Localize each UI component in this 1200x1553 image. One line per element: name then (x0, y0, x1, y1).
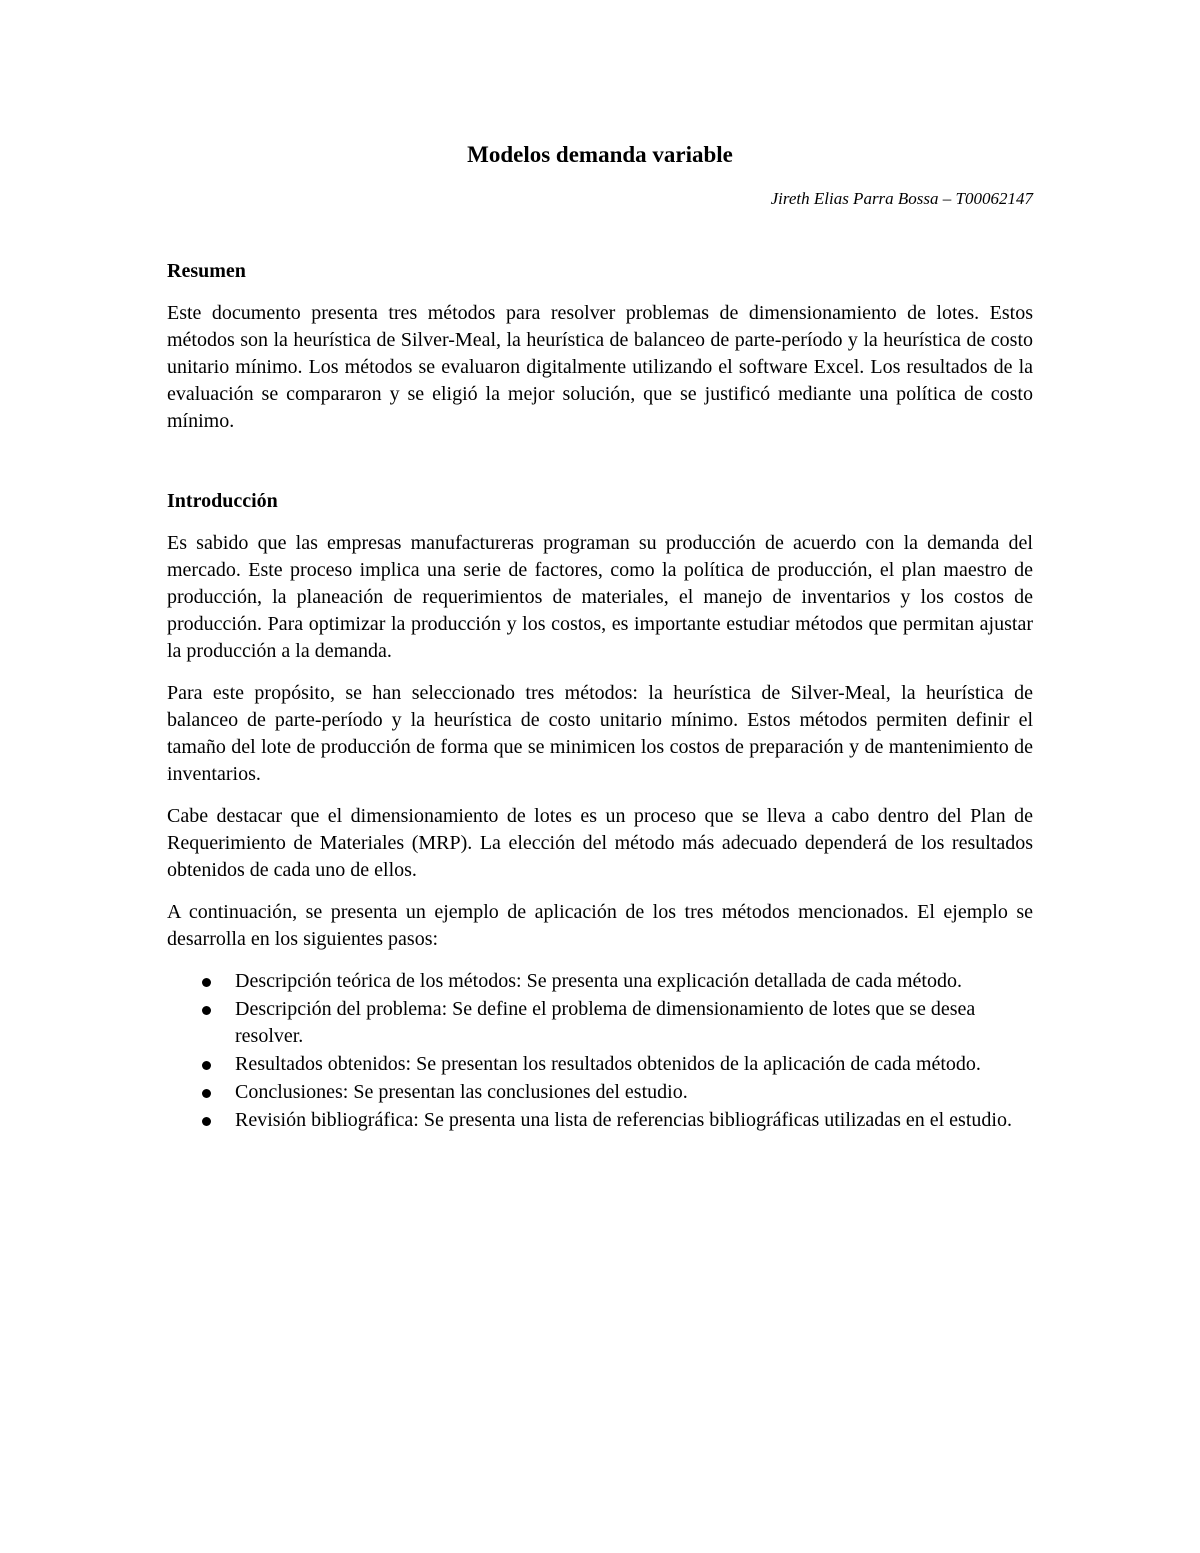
document-page (167, 138, 1033, 1135)
list-item-text: Revisión bibliográfica: Se presenta una lista de referencias bibliográficas utilizadas en el estudio. (235, 1109, 1012, 1131)
list-item-text: Resultados obtenidos: Se presentan los resultados obtenidos de la aplicación de cada método. (235, 1053, 981, 1075)
document-title: Modelos demanda variable (467, 142, 733, 167)
introduccion-section (167, 487, 1033, 1134)
resumen-paragraph: Este documento presenta tres métodos para resolver problemas de dimensionamiento de lotes. Estos métodos son la heurística de Silver-Meal, la heurística de balanceo de parte-período y la heurística de costo unitario mínimo. Los métodos se evaluaron digitalmente utilizando el software Excel. Los resultados de la evaluación se compararon y se eligió la mejor solución, que se justificó mediante una política de costo mínimo. (167, 302, 1033, 432)
steps-list (167, 968, 1033, 1134)
introduccion-heading: Introducción (167, 490, 278, 512)
author-line: Jireth Elias Parra Bossa – T00062147 (770, 189, 1033, 208)
list-item-text: Descripción teórica de los métodos: Se presenta una explicación detallada de cada método. (235, 970, 962, 992)
bullet-icon (202, 1089, 211, 1098)
resumen-section (167, 257, 1033, 435)
intro-paragraph: Para este propósito, se han seleccionado tres métodos: la heurística de Silver-Meal, la heurística de balanceo de parte-período y la heurística de costo unitario mínimo. Estos métodos permiten definir el tamaño del lote de producción de forma que se minimicen los costos de preparación y de mantenimiento de inventarios. (167, 682, 1033, 785)
list-item (167, 1051, 1033, 1078)
intro-paragraph: Es sabido que las empresas manufactureras programan su producción de acuerdo con la demanda del mercado. Este proceso implica una serie de factores, como la política de producción, el plan maestro de producción, la planeación de requerimientos de materiales, el manejo de inventarios y los costos de producción. Para optimizar la producción y los costos, es importante estudiar métodos que permitan ajustar la producción a la demanda. (167, 532, 1033, 662)
list-item (167, 968, 1033, 995)
resumen-heading: Resumen (167, 260, 246, 282)
list-item-text: Conclusiones: Se presentan las conclusiones del estudio. (235, 1081, 688, 1103)
intro-paragraph: Cabe destacar que el dimensionamiento de lotes es un proceso que se lleva a cabo dentro del Plan de Requerimiento de Materiales (MRP). La elección del método más adecuado dependerá de los resultados obtenidos de cada uno de ellos. (167, 805, 1033, 881)
list-item (167, 1079, 1033, 1106)
bullet-icon (202, 1006, 211, 1015)
intro-paragraph: A continuación, se presenta un ejemplo de aplicación de los tres métodos mencionados. El ejemplo se desarrolla en los siguientes pasos: (167, 901, 1033, 950)
list-item (167, 1107, 1033, 1134)
list-item-text: Descripción del problema: Se define el problema de dimensionamiento de lotes que se desea resolver. (235, 998, 976, 1047)
bullet-icon (202, 978, 211, 987)
bullet-icon (202, 1117, 211, 1126)
list-item (167, 996, 1033, 1050)
bullet-icon (202, 1061, 211, 1070)
